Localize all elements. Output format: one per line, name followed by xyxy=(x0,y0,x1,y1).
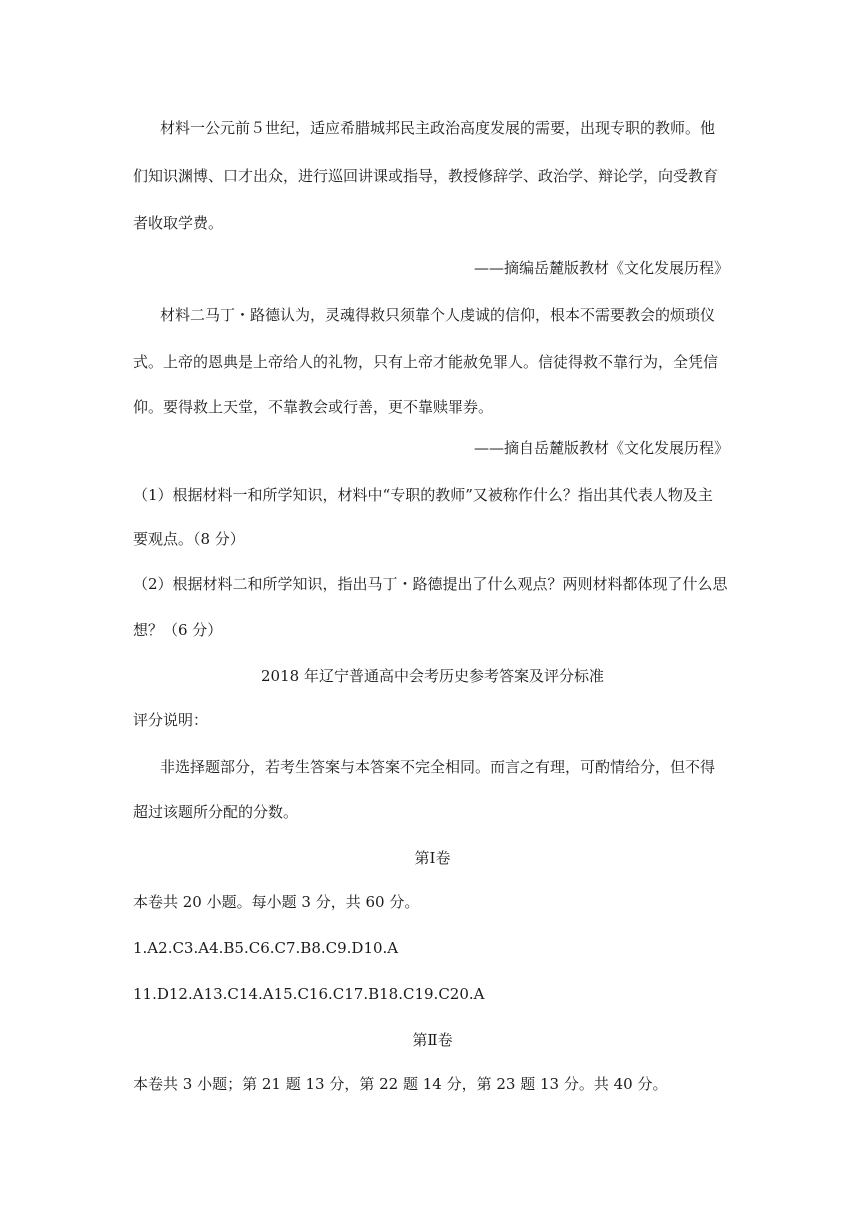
question1-line1: （1）根据材料一和所学知识，材料中“专职的教师”又被称作什么？指出其代表人物及主 xyxy=(133,486,713,504)
material1-line2: 们知识渊博、口才出众，进行巡回讲课或指导，教授修辞学、政治学、辩论学，向受教育 xyxy=(133,167,719,185)
material1-line1: 材料一公元前５世纪，适应希腊城邦民主政治高度发展的需要，出现专职的教师。他 xyxy=(160,119,716,137)
question2-line1: （2）根据材料二和所学知识，指出马丁・路德提出了什么观点？两则材料都体现了什么思 xyxy=(133,575,728,593)
question2-line2: 想？（6 分） xyxy=(133,621,223,639)
volume1-answers-row1: 1.A2.C3.A4.B5.C6.C7.B8.C9.D10.A xyxy=(133,939,399,957)
volume1-title: 第Ⅰ卷 xyxy=(414,849,451,867)
material2-source: ——摘自岳麓版教材《文化发展历程》 xyxy=(473,439,729,457)
material1-source: ——摘编岳麓版教材《文化发展历程》 xyxy=(473,259,729,277)
scoring-line1: 非选择题部分，若考生答案与本答案不完全相同。而言之有理，可酌情给分，但不得 xyxy=(160,758,716,776)
material1-line3: 者收取学费。 xyxy=(133,214,224,232)
volume1-description: 本卷共 20 小题。每小题 3 分，共 60 分。 xyxy=(133,893,420,911)
material2-line1: 材料二马丁・路德认为，灵魂得救只须靠个人虔诚的信仰，根本不需要教会的烦琐仪 xyxy=(160,306,716,324)
volume1-answers-row2: 11.D12.A13.C14.A15.C16.C17.B18.C19.C20.A xyxy=(133,985,485,1003)
volume2-title: 第Ⅱ卷 xyxy=(412,1031,453,1049)
question1-line2: 要观点。（8 分） xyxy=(133,530,245,548)
material2-line3: 仰。要得救上天堂，不靠教会或行善，更不靠赎罪券。 xyxy=(133,398,494,416)
scoring-label: 评分说明： xyxy=(133,711,209,729)
volume2-description: 本卷共 3 小题；第 21 题 13 分，第 22 题 14 分，第 23 题 13 分。共 40 分。 xyxy=(133,1075,668,1093)
answers-title: 2018 年辽宁普通高中会考历史参考答案及评分标准 xyxy=(261,667,604,685)
scoring-line2: 超过该题所分配的分数。 xyxy=(133,803,299,821)
material2-line2: 式。上帝的恩典是上帝给人的礼物，只有上帝才能赦免罪人。信徒得救不靠行为，全凭信 xyxy=(133,353,719,371)
